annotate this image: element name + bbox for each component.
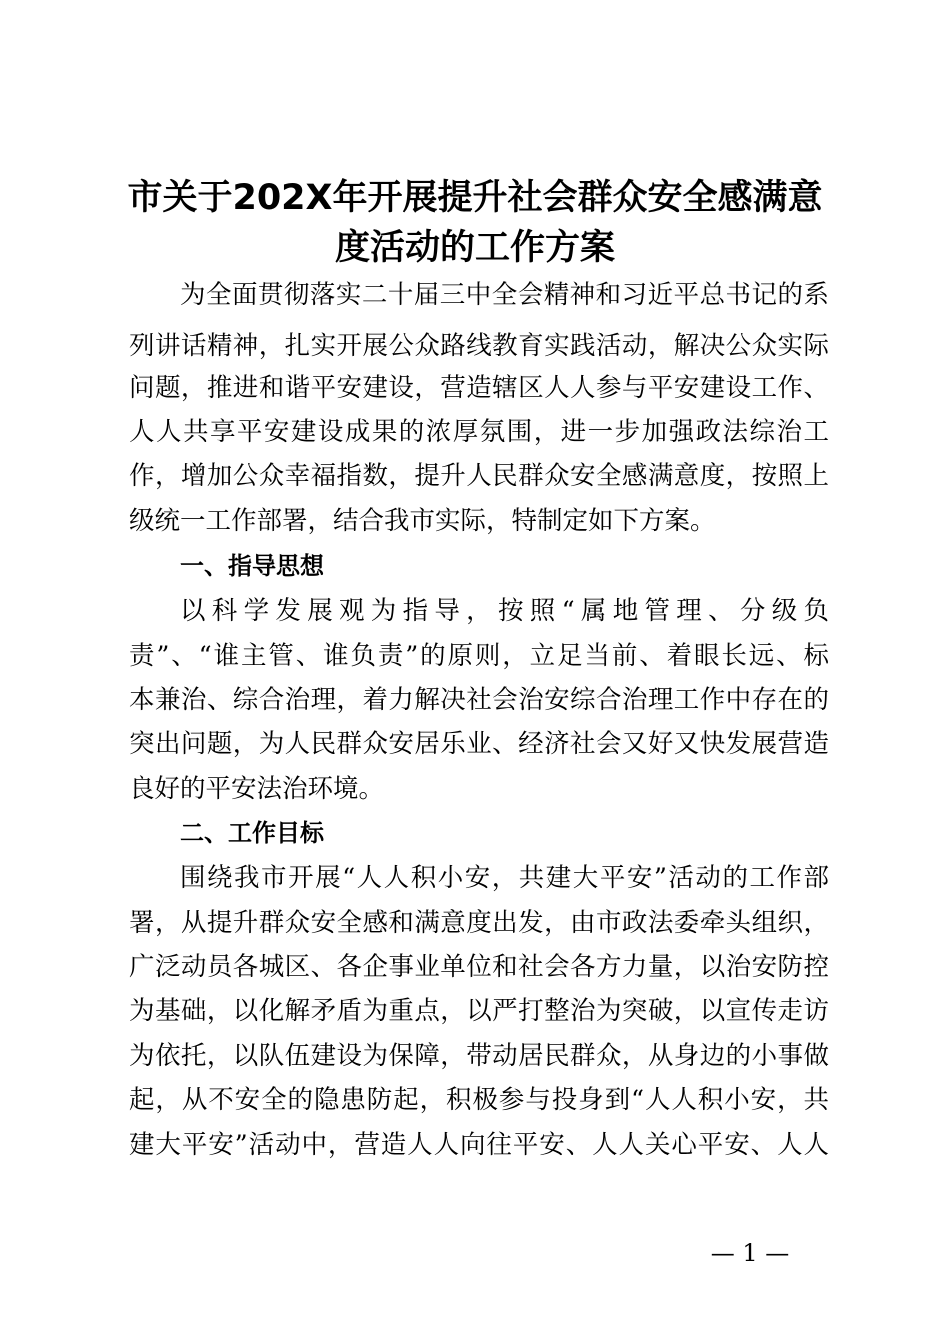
section2-line: 为基础，以化解矛盾为重点，以严打整治为突破，以宣传走访 xyxy=(129,996,829,1026)
section1-line: 以科学发展观为指导，按照“属地管理、分级负 xyxy=(180,596,829,626)
intro-line: 级统一工作部署，结合我市实际，特制定如下方案。 xyxy=(129,506,716,536)
section-heading-work-goals: 二、工作目标 xyxy=(180,819,324,847)
document-title-line-2: 度活动的工作方案 xyxy=(334,228,615,268)
section2-line: 为依托，以队伍建设为保障，带动居民群众，从身边的小事做 xyxy=(129,1041,829,1071)
document-title-line-1: 市关于202X年开展提升社会群众安全感满意 xyxy=(127,178,823,218)
section2-line: 署，从提升群众安全感和满意度出发，由市政法委牵头组织， xyxy=(129,908,829,938)
section-heading-guiding-ideology: 一、指导思想 xyxy=(180,552,324,580)
section2-line: 广泛动员各城区、各企事业单位和社会各方力量，以治安防控 xyxy=(129,952,829,982)
intro-line: 列讲话精神，扎实开展公众路线教育实践活动，解决公众实际 xyxy=(129,331,829,361)
section2-line: 建大平安”活动中，营造人人向往平安、人人关心平安、人人 xyxy=(129,1130,829,1160)
section1-line: 良好的平安法治环境。 xyxy=(129,774,385,804)
intro-line: 问题，推进和谐平安建设，营造辖区人人参与平安建设工作、 xyxy=(129,373,829,403)
section2-line: 围绕我市开展“人人积小安，共建大平安”活动的工作部 xyxy=(180,863,829,893)
section1-line: 责”、“谁主管、谁负责”的原则，立足当前、着眼长远、标 xyxy=(129,641,829,671)
intro-line: 人人共享平安建设成果的浓厚氛围，进一步加强政法综治工 xyxy=(129,417,829,447)
intro-line: 为全面贯彻落实二十届三中全会精神和习近平总书记的系 xyxy=(180,280,829,310)
section1-line: 本兼治、综合治理，着力解决社会治安综合治理工作中存在的 xyxy=(129,685,829,715)
page-number: — 1 — xyxy=(710,1239,790,1267)
intro-line: 作，增加公众幸福指数，提升人民群众安全感满意度，按照上 xyxy=(129,461,829,491)
section2-line: 起，从不安全的隐患防起，积极参与投身到“人人积小安，共 xyxy=(129,1085,829,1115)
section1-line: 突出问题，为人民群众安居乐业、经济社会又好又快发展营造 xyxy=(129,729,829,759)
